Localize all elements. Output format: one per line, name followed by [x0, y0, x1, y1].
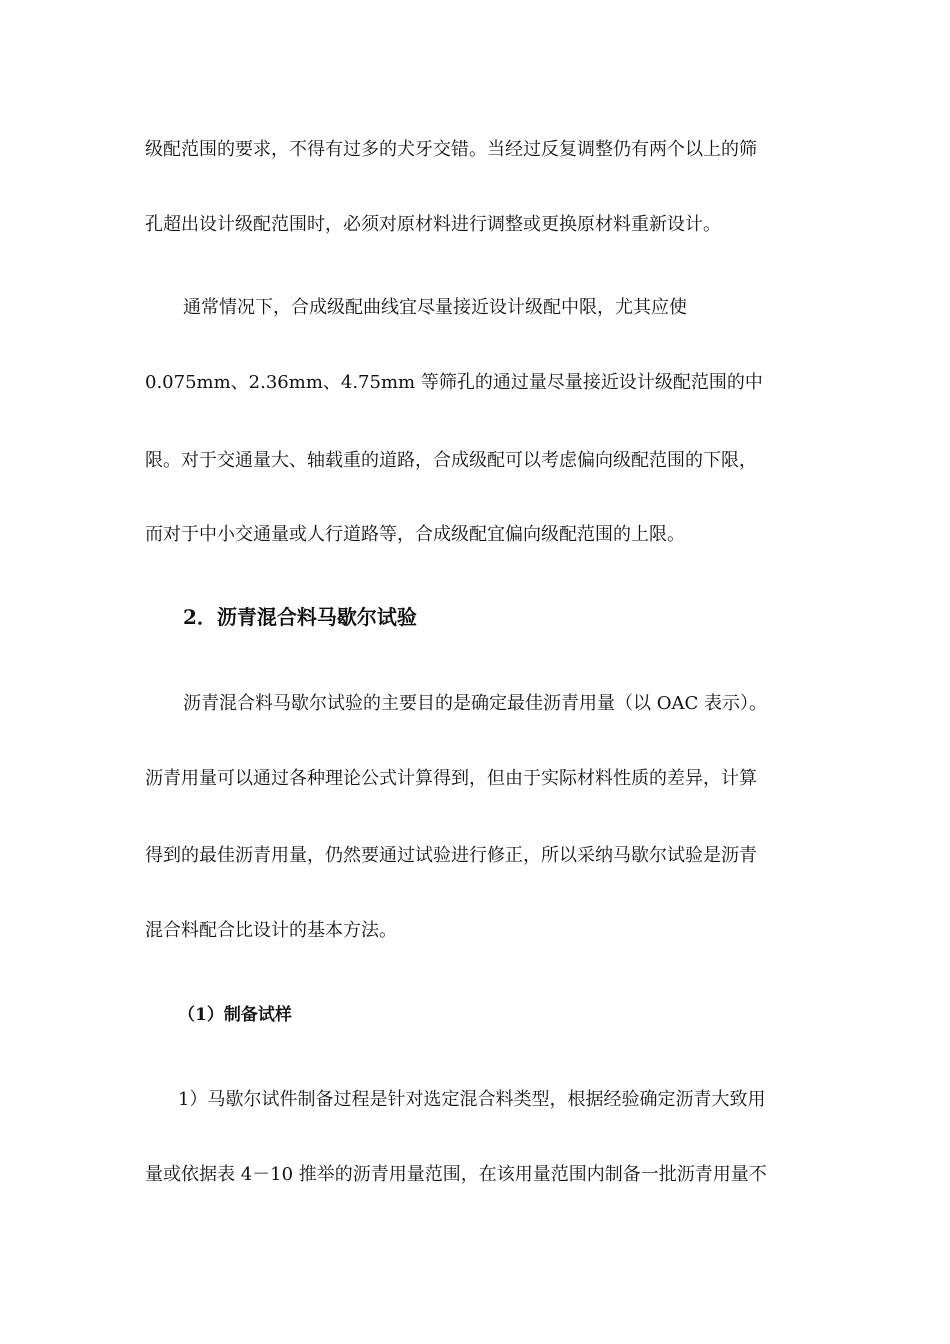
- paragraph-2-line-3: 限。对于交通量大、轴载重的道路，合成级配可以考虑偏向级配范围的下限，: [145, 450, 757, 471]
- paragraph-4-line-2: 量或依据表 4－10 推举的沥青用量范围，在该用量范围内制备一批沥青用量不: [145, 1164, 767, 1185]
- section-heading: 2．沥青混合料马歇尔试验: [183, 605, 417, 629]
- paragraph-3-line-1: 沥青混合料马歇尔试验的主要目的是确定最佳沥青用量（以 OAC 表示）。: [183, 693, 767, 714]
- paragraph-3-line-2: 沥青用量可以通过各种理论公式计算得到，但由于实际材料性质的差异，计算: [145, 768, 757, 789]
- paragraph-4-line-1: 1）马歇尔试件制备过程是针对选定混合料类型，根据经验确定沥青大致用: [178, 1089, 766, 1110]
- paragraph-2-line-1: 通常情况下，合成级配曲线宜尽量接近设计级配中限，尤其应使: [183, 297, 687, 318]
- paragraph-1-line-1: 级配范围的要求，不得有过多的犬牙交错。当经过反复调整仍有两个以上的筛: [145, 139, 757, 160]
- paragraph-1-line-2: 孔超出设计级配范围时，必须对原材料进行调整或更换原材料重新设计。: [145, 214, 721, 235]
- paragraph-3-line-3: 得到的最佳沥青用量，仍然要通过试验进行修正，所以采纳马歇尔试验是沥青: [145, 845, 757, 866]
- subsection-heading: （1）制备试样: [178, 1005, 292, 1025]
- paragraph-2-line-4: 而对于中小交通量或人行道路等，合成级配宜偏向级配范围的上限。: [145, 524, 685, 545]
- paragraph-3-line-4: 混合料配合比设计的基本方法。: [145, 920, 397, 941]
- paragraph-2-line-2: 0.075mm、2.36mm、4.75mm 等筛孔的通过量尽量接近设计级配范围的中: [145, 372, 763, 393]
